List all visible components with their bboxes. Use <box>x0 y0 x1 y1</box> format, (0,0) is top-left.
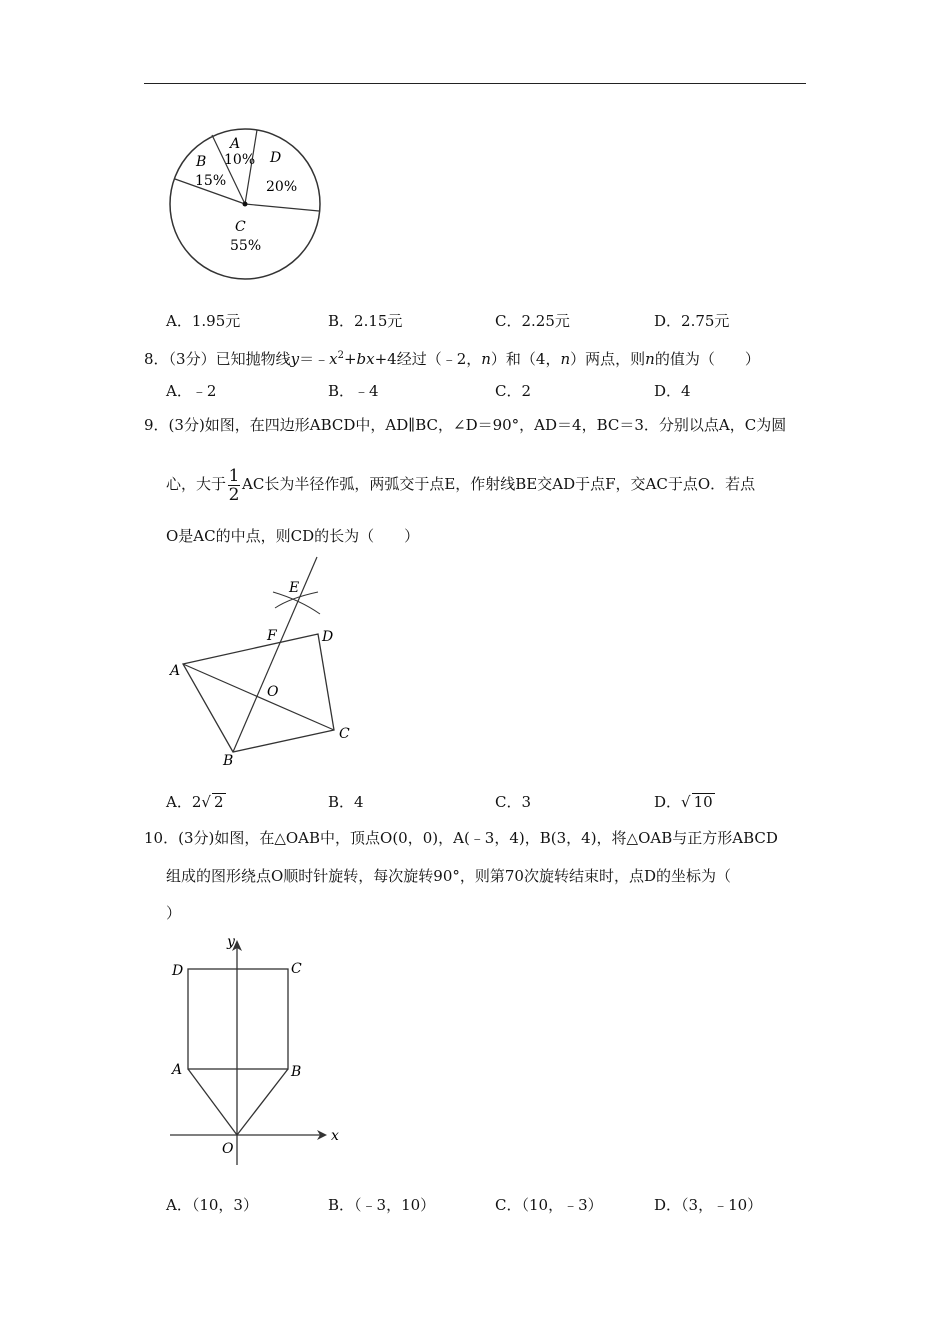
q10-label-c: C <box>291 961 302 977</box>
q9-geometry-figure <box>160 552 360 772</box>
q10-label-x: x <box>331 1128 339 1144</box>
q9-fraction <box>228 467 240 504</box>
q9-line-2b: AC长为半径作弧，两弧交于点E，作射线BE交AD于点F，交AC于点O．若点 <box>242 475 756 493</box>
q9-line-3: O是AC的中点，则CD的长为（ ） <box>166 527 420 545</box>
q7-option-a: A．1.95元 <box>166 312 241 330</box>
pie-label-a: A <box>230 136 241 152</box>
q9-label-o: O <box>267 684 279 700</box>
q9-number: 9． <box>144 416 169 434</box>
header-rule <box>144 83 806 84</box>
q10-option-c: C．（10，﹣3） <box>495 1196 603 1214</box>
q7-option-d: D．2.75元 <box>654 312 730 330</box>
q9-label-d: D <box>322 629 334 645</box>
q8-tail-1: +4经过（﹣2， <box>374 350 482 368</box>
q10-label-y: y <box>227 934 235 950</box>
q9-line-1 <box>144 415 786 435</box>
q8-text-1: 已知抛物线 <box>215 350 291 368</box>
q9-label-e: E <box>289 580 300 596</box>
q9-line-2a: 心，大于 <box>166 475 227 493</box>
q10-line-1-text: (3分)如图，在△OAB中，顶点O(0，0)，A(﹣3，4)，B(3，4)，将△OAB与正方形ABCD <box>178 829 778 847</box>
q8-score: （3分） <box>168 350 216 368</box>
q8-eq: ＝﹣ <box>299 350 330 368</box>
q7-option-c: C．2.25元 <box>495 312 570 330</box>
q9-option-a-radicand: 2 <box>213 793 224 811</box>
q8-var-y: y <box>290 350 300 368</box>
q10-number: 10． <box>144 829 179 847</box>
q9-option-d: D．√ 10 <box>654 793 713 811</box>
pie-label-c: C <box>235 219 246 235</box>
q9-option-d-radicand: 10 <box>693 793 713 811</box>
q9-frac-den: 2 <box>228 484 240 505</box>
q9-option-c: C．3 <box>495 793 532 811</box>
q8-tail-3: ）两点，则 <box>570 350 646 368</box>
q8-option-c: C．2 <box>495 382 532 400</box>
q9-option-b: B．4 <box>328 793 364 811</box>
q8-var-n3: n <box>645 350 655 368</box>
q8-var-n2: n <box>560 350 571 368</box>
q10-option-b: B．（﹣3，10） <box>328 1196 436 1214</box>
q8-var-bx: bx <box>356 350 375 368</box>
q10-label-d: D <box>172 963 184 979</box>
q8-option-a: A．﹣2 <box>166 382 217 400</box>
q9-option-a-pre: A．2 <box>166 793 202 811</box>
q10-line-1 <box>144 828 778 848</box>
q8-option-d: D．4 <box>654 382 691 400</box>
q9-label-f: F <box>267 628 277 644</box>
pie-label-d: D <box>270 150 282 166</box>
q8-plus: + <box>343 350 357 368</box>
q9-label-b: B <box>223 753 234 769</box>
q10-label-a: A <box>172 1062 183 1078</box>
pie-pct-c: 55% <box>230 238 262 254</box>
q10-line-3: ） <box>166 904 182 922</box>
q10-label-b: B <box>291 1064 302 1080</box>
q8-tail-2: ）和（4， <box>490 350 561 368</box>
q9-line-2 <box>166 464 755 504</box>
q10-line-2: 组成的图形绕点O顺时针旋转，每次旋转90°，则第70次旋转结束时，点D的坐标为（ <box>166 867 732 885</box>
pie-chart-figure <box>160 120 330 290</box>
q8-number: 8． <box>144 350 169 368</box>
q8-option-b: B．﹣4 <box>328 382 379 400</box>
q8-var-x: x <box>329 350 338 368</box>
q9-option-d-pre: D． <box>654 793 682 811</box>
pie-pct-d: 20% <box>266 179 298 195</box>
pie-label-b: B <box>196 154 207 170</box>
q10-option-a: A．（10，3） <box>166 1196 258 1214</box>
q10-label-o: O <box>222 1141 234 1157</box>
q8-question <box>144 346 760 369</box>
q8-sup: 2 <box>337 350 344 361</box>
q9-label-c: C <box>339 726 350 742</box>
q7-option-b: B．2.15元 <box>328 312 403 330</box>
q9-frac-num: 1 <box>228 465 240 486</box>
q9-option-a: A．2√ 2 <box>166 793 224 811</box>
q10-coordinate-figure <box>160 930 360 1170</box>
q8-var-n1: n <box>481 350 491 368</box>
q9-line-1-text: (3分)如图，在四边形ABCD中，AD∥BC，∠D＝90°，AD＝4，BC＝3．分别以点A，C为圆 <box>168 416 787 434</box>
pie-pct-a: 10% <box>224 152 256 168</box>
q9-label-a: A <box>170 663 181 679</box>
q10-option-d: D．（3，﹣10） <box>654 1196 763 1214</box>
q8-tail-4: 的值为（ ） <box>654 350 760 368</box>
pie-pct-b: 15% <box>195 173 227 189</box>
